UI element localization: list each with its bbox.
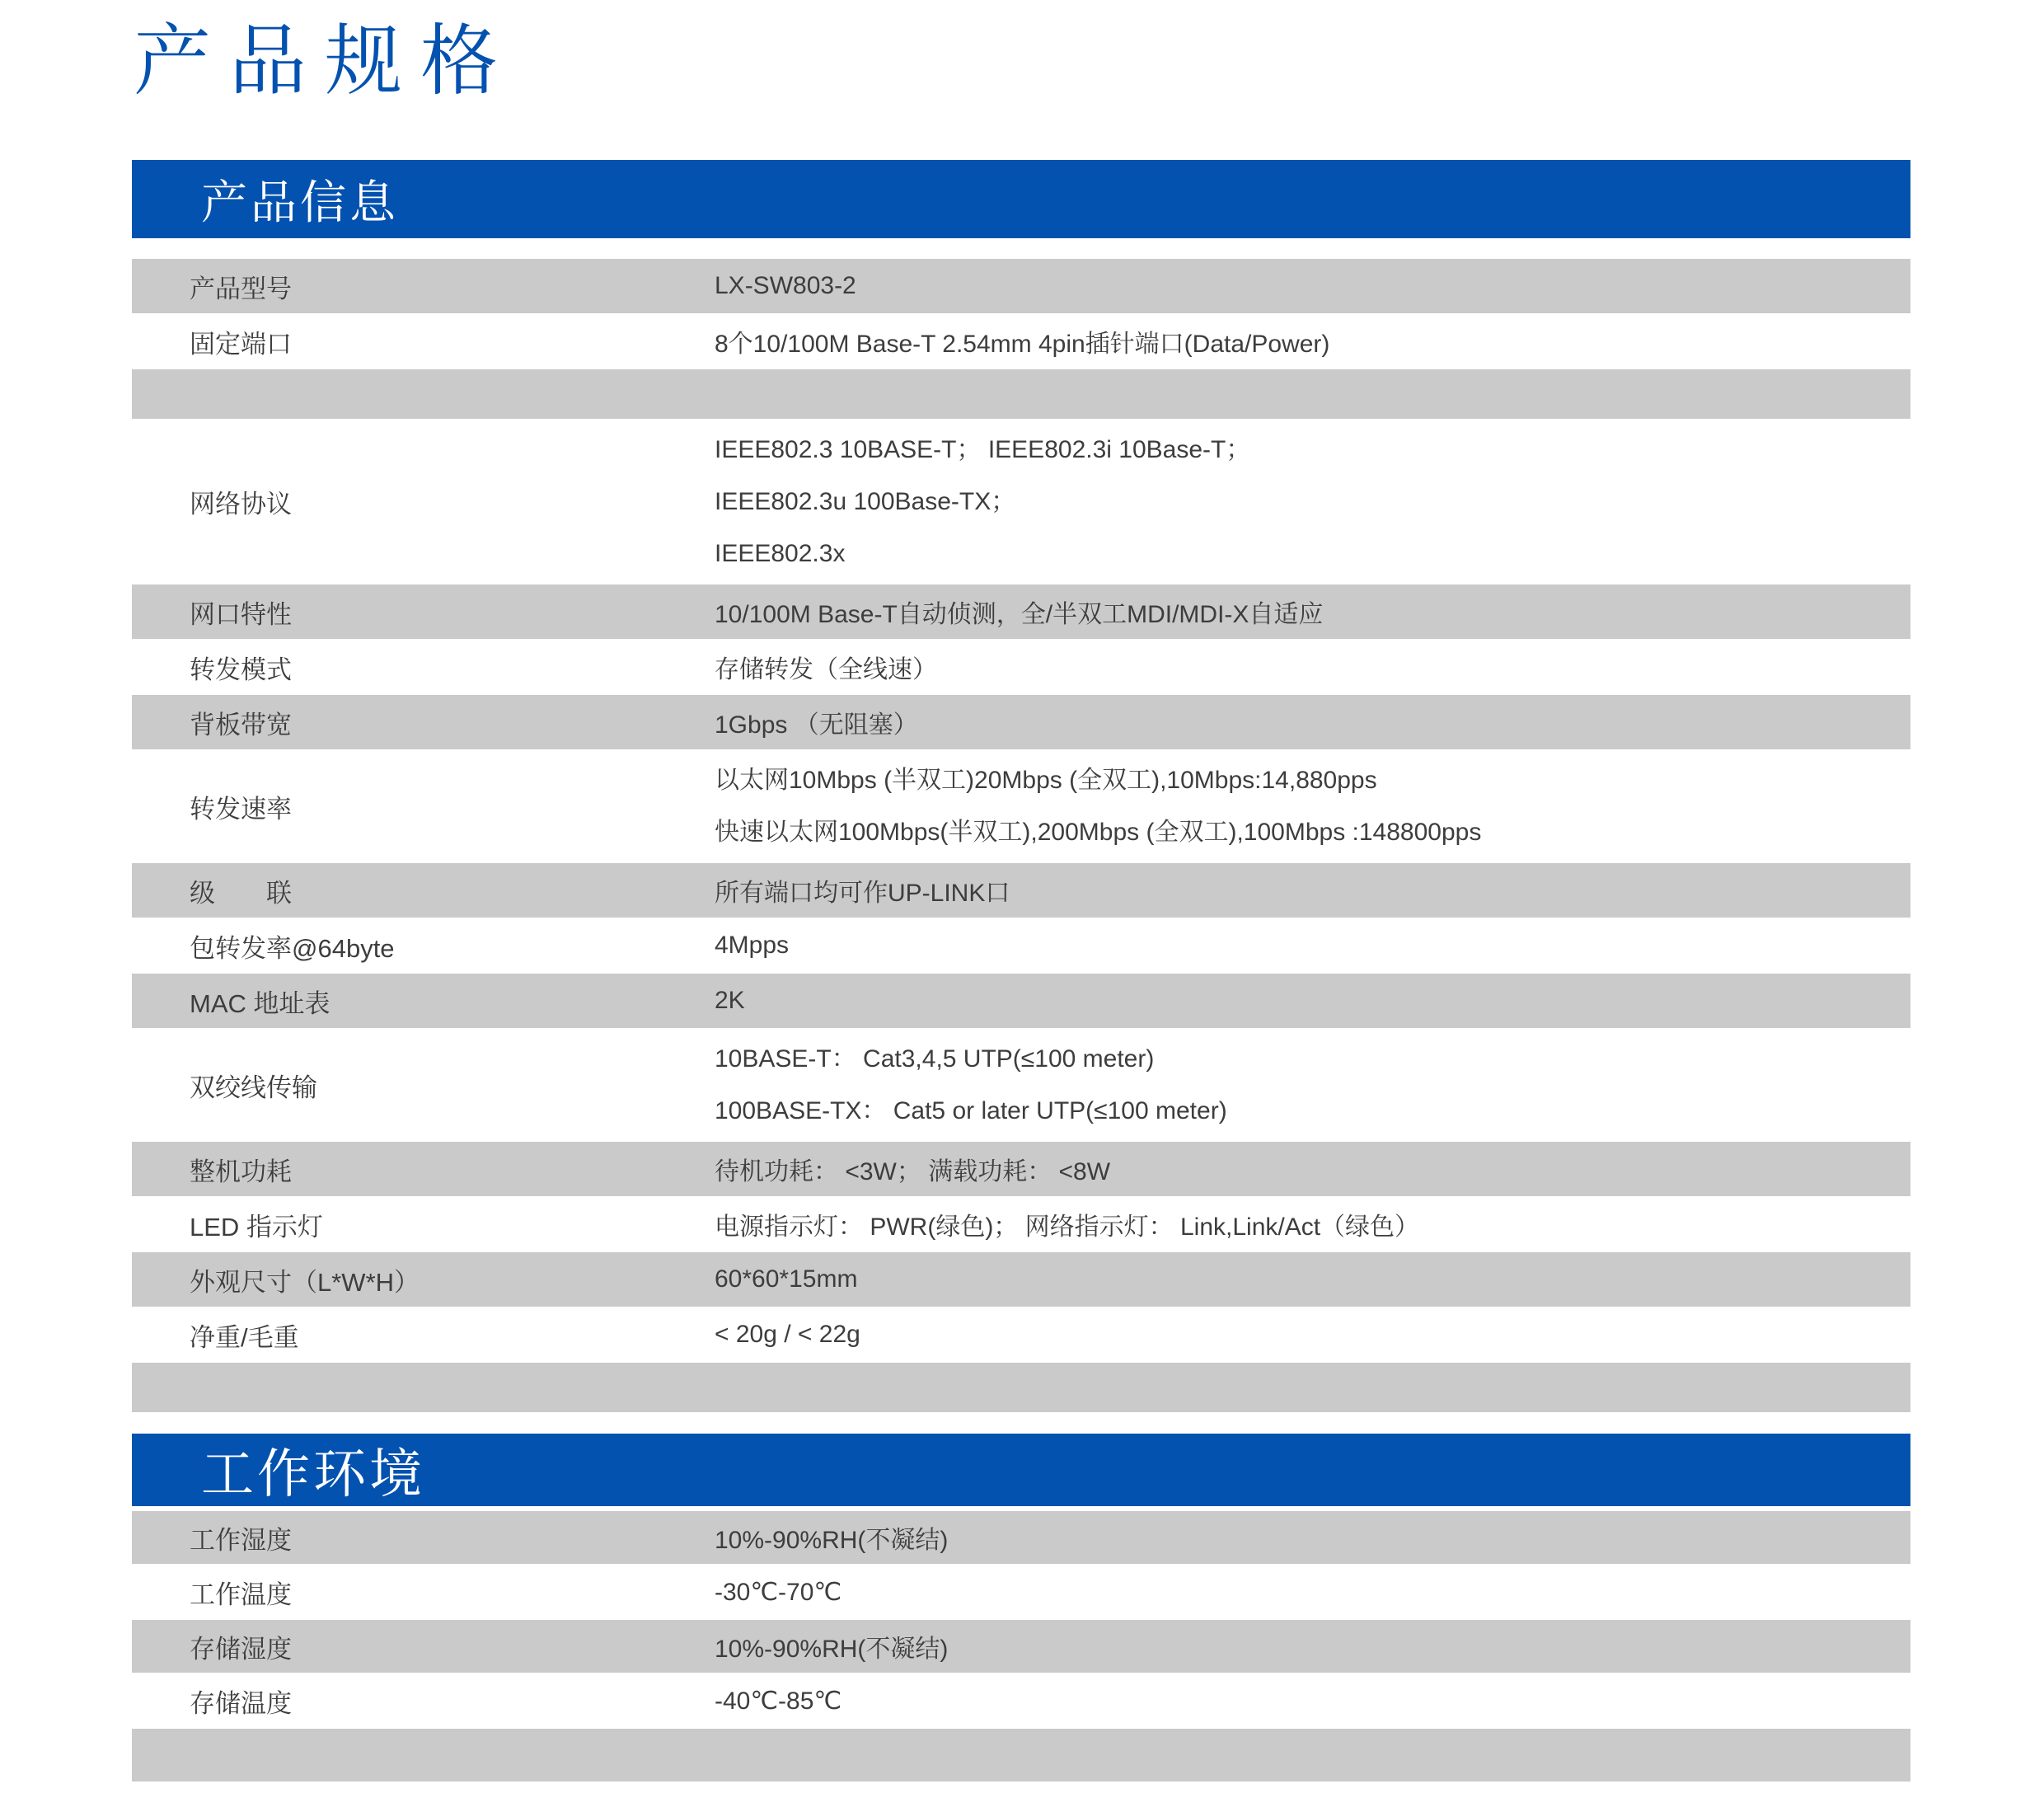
section-banner-product-info [132,160,1910,238]
table-row [132,918,1910,974]
table-row [132,1564,1910,1620]
table-row [132,1028,1910,1142]
row-label: 网口特性 [190,599,292,629]
row-value-line: < 20g / < 22g [715,1321,860,1349]
row-value-line: 2K [715,987,745,1015]
row-value-line: 8个10/100M Base-T 2.54mm 4pin插针端口(Data/Power) [715,331,1330,359]
row-value [715,272,1910,300]
table-row [132,259,1910,313]
product-info-table [132,259,1910,1412]
row-value [715,1321,1910,1349]
row-label: 存储湿度 [190,1634,292,1664]
table-row [132,749,1910,863]
row-label: LED 指示灯 [190,1212,323,1242]
row-value-line: IEEE802.3x [715,540,846,568]
row-label: 净重/毛重 [190,1322,299,1352]
row-value [715,1628,1910,1664]
row-value [715,1151,1910,1187]
row-value [715,649,1910,685]
table-row [132,1511,1910,1564]
row-value-line: -30℃-70℃ [715,1578,842,1606]
row-value [715,424,1910,580]
table-row [132,419,1910,584]
table-row [132,369,1910,419]
row-value-line: 以太网10Mbps (半双工)20Mbps (全双工),10Mbps:14,880pps [715,767,1377,795]
row-value [715,1687,1910,1716]
table-row [132,1620,1910,1673]
row-value [715,1265,1910,1293]
table-row [132,1673,1910,1729]
row-label: 级 联 [190,878,292,908]
row-label: 背板带宽 [190,710,292,739]
row-label: 工作温度 [190,1580,292,1609]
row-value [715,1578,1910,1607]
table-row [132,695,1910,749]
row-value-line: 存储转发（全线速） [715,656,937,684]
row-value-line: -40℃-85℃ [715,1687,842,1715]
row-value-line: 10%-90%RH(不凝结) [715,1636,949,1664]
table-row [132,1252,1910,1307]
row-label: MAC 地址表 [190,988,331,1018]
work-env-table [132,1511,1910,1781]
table-row [132,1363,1910,1412]
page-title: 产品规格 [134,17,517,104]
row-label: 转发模式 [190,655,292,684]
page-content [132,0,1910,1781]
row-value-line: 4Mpps [715,932,790,960]
row-value-line: 10/100M Base-T自动侦测，全/半双工MDI/MDI-X自适应 [715,601,1324,629]
row-value-line: 待机功耗： <3W； 满载功耗： <8W [715,1158,1111,1186]
row-value [715,704,1910,740]
table-row [132,1307,1910,1363]
table-row [132,313,1910,369]
row-value [715,1033,1910,1137]
section-title-product-info: 产品信息 [201,176,399,228]
table-row [132,1196,1910,1252]
row-label: 网络协议 [190,490,292,519]
row-value-line: 1Gbps （无阻塞） [715,711,918,739]
row-label: 包转发率@64byte [190,933,395,963]
row-label: 存储温度 [190,1688,292,1718]
row-value-line: 10%-90%RH(不凝结) [715,1527,949,1555]
row-value-line: 所有端口均可作UP-LINK口 [715,880,1010,908]
row-value-line: 10BASE-T： Cat3,4,5 UTP(≤100 meter) [715,1045,1155,1073]
table-row [132,639,1910,695]
row-value-line: IEEE802.3 10BASE-T； IEEE802.3i 10Base-T； [715,436,1251,464]
row-label: 整机功耗 [190,1157,292,1186]
row-value [715,594,1910,630]
row-value-line: 快速以太网100Mbps(半双工),200Mbps (全双工),100Mbps :148800pps [715,819,1482,847]
row-value-line: 60*60*15mm [715,1265,858,1293]
row-value [715,754,1910,858]
row-value [715,987,1910,1015]
row-label: 外观尺寸（L*W*H） [190,1267,420,1297]
table-row [132,863,1910,918]
row-value-line: LX-SW803-2 [715,272,856,300]
section-banner-work-env [132,1434,1910,1506]
section-title-work-env: 工作环境 [201,1444,425,1505]
row-label: 双绞线传输 [190,1073,317,1102]
row-value [715,1206,1910,1242]
row-value [715,323,1910,359]
row-label: 工作湿度 [190,1525,292,1555]
row-value-line: 100BASE-TX： Cat5 or later UTP(≤100 meter) [715,1097,1227,1125]
table-row [132,1142,1910,1196]
row-label: 固定端口 [190,329,292,359]
row-label: 产品型号 [190,274,292,303]
row-label: 转发速率 [190,794,292,824]
row-value [715,1519,1910,1556]
row-value-line: IEEE802.3u 100Base-TX； [715,488,1016,516]
row-value-line: 电源指示灯： PWR(绿色)； 网络指示灯： Link,Link/Act（绿色） [715,1213,1420,1242]
table-row [132,974,1910,1028]
table-row [132,1729,1910,1781]
row-value [715,932,1910,960]
table-row [132,584,1910,639]
row-value [715,872,1910,908]
